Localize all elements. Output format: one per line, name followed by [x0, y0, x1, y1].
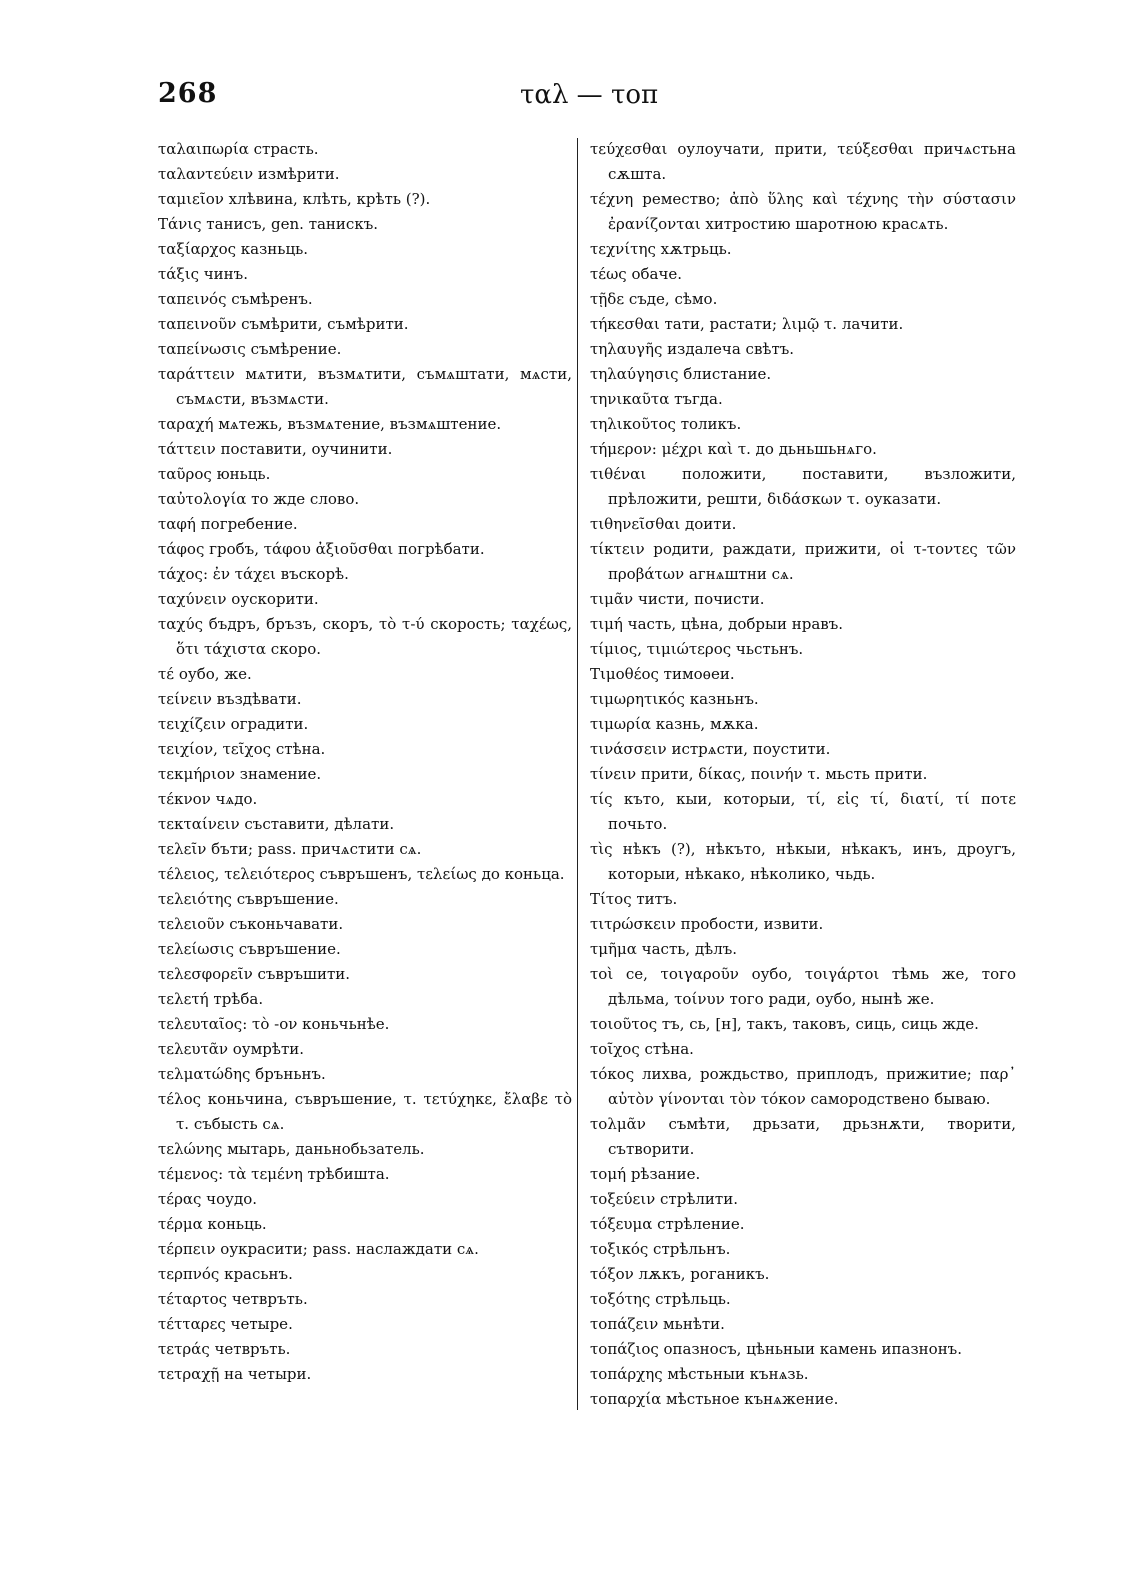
dictionary-entry: τελετή трѣба.	[158, 990, 264, 1008]
dictionary-entry: ταὐτολογία то жде слово.	[158, 490, 360, 508]
dictionary-entry: τέλος коньчина, съвръшение, τ. τετύχηκε, ἔλαβε τὸ τ. събысть сѧ.	[158, 1090, 572, 1133]
dictionary-entry: τετραχῇ на четыри.	[158, 1365, 312, 1383]
running-head: ταλ — τοπ	[520, 80, 659, 110]
dictionary-entry: τελειότης съвръшение.	[158, 890, 339, 908]
dictionary-entry: τμῆμα часть, дѣлъ.	[590, 940, 738, 958]
dictionary-entry: τηλαύγησις блистание.	[590, 365, 772, 383]
dictionary-entry: τόξον лѫкъ, роганикъ.	[590, 1265, 770, 1283]
dictionary-entry: τοπάζειν мьнѣти.	[590, 1315, 725, 1333]
dictionary-entry: τέως обаче.	[590, 265, 683, 283]
dictionary-entry: τετράς четвръть.	[158, 1340, 291, 1358]
dictionary-entry: τιτρώσκειν пробости, извити.	[590, 915, 824, 933]
dictionary-entry: τάξις чинъ.	[158, 265, 248, 283]
dictionary-entry: τέκνον чѧдо.	[158, 790, 258, 808]
dictionary-entry: τοπάζιος опазносъ, цѣньныи камень ипазнонъ.	[590, 1340, 962, 1358]
dictionary-entry: τεύχεσθαι оулоучати, прити, τεύξεσθαι причѧстьна сѫшта.	[590, 140, 1016, 183]
dictionary-entry: τελευτᾶν оумрѣти.	[158, 1040, 305, 1058]
dictionary-entry: τηνικαῦτα тъгда.	[590, 390, 723, 408]
dictionary-entry: τελώνης мытарь, даньнобьзатель.	[158, 1140, 425, 1158]
dictionary-entry: τελευταῖος: τὸ -ον коньчьнѣе.	[158, 1015, 390, 1033]
dictionary-entry: τέταρτος четвръть.	[158, 1290, 308, 1308]
page-number: 268	[158, 78, 218, 109]
dictionary-entry: τερπνός красьнъ.	[158, 1265, 293, 1283]
dictionary-entry: τιθηνεῖσθαι доити.	[590, 515, 737, 533]
dictionary-entry: τελειοῦν съконьчавати.	[158, 915, 344, 933]
dictionary-entry: τῇδε съде, сѣмо.	[590, 290, 718, 308]
dictionary-entry: τίκτειν родити, раждати, прижити, οἱ τ-τοντες τῶν προβάτων агнѧштни сѧ.	[590, 540, 1016, 583]
dictionary-entry: τάχος: ἐν τάχει въскорѣ.	[158, 565, 349, 583]
dictionary-entry: τοξότης стрѣльць.	[590, 1290, 731, 1308]
dictionary-entry: ταράττειν мѧтити, възмѧтити, съмѧштати, мѧсти, съмѧсти, възмѧсти.	[158, 365, 572, 408]
dictionary-entry: τελείωσις съвръшение.	[158, 940, 341, 958]
dictionary-entry: τιθέναι положити, поставити, възложити, прѣложити, решти, διδάσκων τ. оуказати.	[590, 465, 1016, 508]
dictionary-entry: τίς къто, кыи, которыи, τί, εἰς τί, διατί, τί ποτε почьто.	[590, 790, 1016, 833]
dictionary-entry: τειχίον, τεῖχος стѣна.	[158, 740, 326, 758]
dictionary-entry: τέμενος: τὰ τεμένη трѣбишта.	[158, 1165, 390, 1183]
dictionary-entry: ταπεινοῦν съмѣрити, съмѣрити.	[158, 315, 409, 333]
dictionary-entry: τεχνίτης хѫтрьць.	[590, 240, 732, 258]
dictionary-entry: ταφή погребение.	[158, 515, 298, 533]
dictionary-entry: τελεσφορεῖν съвръшити.	[158, 965, 351, 983]
dictionary-entry: τάττειν поставити, оучинити.	[158, 440, 393, 458]
dictionary-entry: τιμή часть, цѣна, добрыи нравъ.	[590, 615, 844, 633]
dictionary-entry: τέρας чоудо.	[158, 1190, 257, 1208]
dictionary-entry: Τίτος титъ.	[590, 890, 678, 908]
dictionary-entry: τόξευμα стрѣление.	[590, 1215, 745, 1233]
dictionary-entry: τοξεύειν стрѣлити.	[590, 1190, 738, 1208]
column-divider	[577, 138, 578, 1410]
dictionary-entry: ταμιεῖον хлѣвина, клѣть, крѣть (?).	[158, 190, 431, 208]
dictionary-entry: τοπαρχία мѣстьное кънѧжение.	[590, 1390, 839, 1408]
dictionary-entry: ταξίαρχος казньць.	[158, 240, 309, 258]
dictionary-entry: τηλικοῦτος толикъ.	[590, 415, 742, 433]
dictionary-entry: τελματώδης бръньнъ.	[158, 1065, 326, 1083]
dictionary-entry: τάφος гробъ, τάφου ἀξιοῦσθαι погрѣбати.	[158, 540, 485, 558]
dictionary-entry: τήκεσθαι тати, растати; λιμῷ τ. лачити.	[590, 315, 904, 333]
right-column	[590, 137, 1016, 1412]
dictionary-entry: τεκμήριον знамение.	[158, 765, 322, 783]
dictionary-entry: ταλαιπωρία страсть.	[158, 140, 319, 158]
dictionary-entry: τεκταίνειν съставити, дѣлати.	[158, 815, 395, 833]
dictionary-entry: ταπείνωσις съмѣрение.	[158, 340, 342, 358]
dictionary-entry: ταχύς бъдръ, бръзъ, скоръ, τὸ τ-ύ скорость; ταχέως, ὅτι τάχιστα скоро.	[158, 615, 572, 658]
dictionary-entry: ταλαντεύειν измѣрити.	[158, 165, 340, 183]
dictionary-entry: τοξικός стрѣльнъ.	[590, 1240, 731, 1258]
dictionary-entry: Τάνις танисъ, gen. танискъ.	[158, 215, 379, 233]
dictionary-entry: τειχίζειν оградити.	[158, 715, 309, 733]
dictionary-entry: τιμωρία казнь, мѫка.	[590, 715, 759, 733]
dictionary-entry: ταῦρος юньць.	[158, 465, 271, 483]
dictionary-entry: τίνειν прити, δίκας, ποινήν τ. мьсть прити.	[590, 765, 928, 783]
left-column	[158, 137, 572, 1387]
dictionary-entry: τοὶ се, τοιγαροῦν оубо, τοιγάρτοι тѣмь же, того дѣльма, τοίνυν того ради, оубо, нынѣ же.	[590, 965, 1016, 1008]
dictionary-entry: ταχύνειν оускорити.	[158, 590, 319, 608]
dictionary-entry: τόκος лихва, рождьство, приплодъ, прижитие; παρ᾽ αὐτὸν γίνονται τὸν τόκον самородствено бываю.	[590, 1065, 1016, 1108]
dictionary-entry: τηλαυγῆς издалеча свѣтъ.	[590, 340, 795, 358]
dictionary-entry: ταραχή мѧтежь, възмѧтение, възмѧштение.	[158, 415, 502, 433]
dictionary-entry: τοπάρχης мѣстьныи кънѧзь.	[590, 1365, 809, 1383]
dictionary-entry: τέτταρες четыре.	[158, 1315, 293, 1333]
dictionary-entry: τέρπειν оукрасити; pass. наслаждати сѧ.	[158, 1240, 479, 1258]
dictionary-entry: τείνειν въздѣвати.	[158, 690, 302, 708]
dictionary-entry: τιμᾶν чисти, почисти.	[590, 590, 765, 608]
dictionary-entry: τέ оубо, же.	[158, 665, 252, 683]
dictionary-entry: Τιμοθέος тимоѳеи.	[590, 665, 735, 683]
dictionary-entry: τελεῖν бъти; pass. причѧстити сѧ.	[158, 840, 422, 858]
dictionary-entry: τὶς нѣкъ (?), нѣкъто, нѣкыи, нѣкакъ, инъ, дроугъ, которыи, нѣкако, нѣколико, чьдь.	[590, 840, 1016, 883]
dictionary-entry: ταπεινός съмѣренъ.	[158, 290, 313, 308]
dictionary-entry: τέρμα коньць.	[158, 1215, 267, 1233]
dictionary-entry: τοιοῦτος тъ, сь, [н], такъ, таковъ, сиць, сиць жде.	[590, 1015, 979, 1033]
dictionary-entry: τέλειος, τελειότερος съвръшенъ, τελείως до коньца.	[158, 865, 565, 883]
dictionary-entry: τολμᾶν съмѣти, дрьзати, дрьзнѫти, творити, сътворити.	[590, 1115, 1016, 1158]
dictionary-entry: τήμερον: μέχρι καὶ τ. до дьньшьнѧго.	[590, 440, 877, 458]
dictionary-entry: τοῖχος стѣна.	[590, 1040, 694, 1058]
dictionary-entry: τέχνη ремество; ἀπὸ ὕλης καὶ τέχνης τὴν σύστασιν ἐρανίζονται хитростию шаротною красѧть.	[590, 190, 1016, 233]
dictionary-entry: τίμιος, τιμιώτερος чьстьнъ.	[590, 640, 804, 658]
dictionary-entry: τινάσσειν истрѧсти, поустити.	[590, 740, 831, 758]
dictionary-entry: τομή рѣзание.	[590, 1165, 701, 1183]
dictionary-entry: τιμωρητικός казньнъ.	[590, 690, 759, 708]
